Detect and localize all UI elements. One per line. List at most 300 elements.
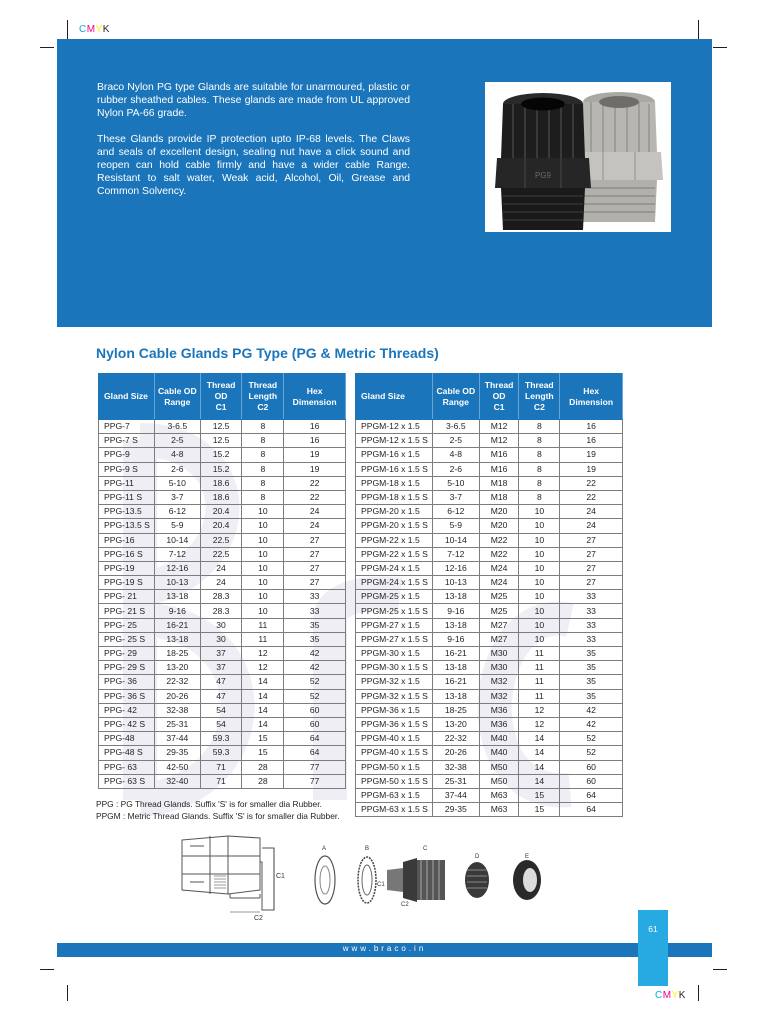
table-cell: PPG-7 (99, 420, 155, 434)
table-cell: 8 (242, 462, 284, 476)
table-cell: 12.5 (200, 420, 242, 434)
table-cell: 18.6 (200, 490, 242, 504)
table-row (99, 689, 346, 703)
table-cell: 27 (560, 576, 623, 590)
table-cell: 22.5 (200, 533, 242, 547)
cmyk-mark-top: CMYK (79, 24, 110, 35)
table-header-row (99, 374, 346, 420)
table-cell: 12.5 (200, 434, 242, 448)
table-cell: 10 (519, 618, 560, 632)
table-cell: 54 (200, 703, 242, 717)
table-cell: 32-38 (432, 760, 479, 774)
table-cell: PPG- 25 (99, 618, 155, 632)
table-cell: M40 (479, 746, 519, 760)
table-cell: 7-12 (432, 547, 479, 561)
table-cell: M27 (479, 632, 519, 646)
table-cell: 12 (242, 661, 284, 675)
table-cell: 9-16 (154, 604, 200, 618)
table-cell: 29-35 (154, 746, 200, 760)
note-pg: PPG : PG Thread Glands. Suffix 'S' is for smaller dia Rubber. (96, 799, 322, 809)
table-cell: 35 (560, 661, 623, 675)
table-cell: 42 (560, 717, 623, 731)
table-cell: 59.3 (200, 746, 242, 760)
table-cell: PPG- 29 (99, 647, 155, 661)
table-cell: 14 (242, 675, 284, 689)
table-cell: 3-7 (154, 490, 200, 504)
footer-url: www.braco.in (342, 944, 427, 953)
table-row (356, 647, 623, 661)
table-cell: 11 (519, 675, 560, 689)
table-cell: 10 (519, 561, 560, 575)
table-cell: 71 (200, 760, 242, 774)
table-cell: 5-9 (432, 519, 479, 533)
table-cell: 9-16 (432, 604, 479, 618)
part-e-dome-nut (513, 860, 541, 900)
table-row (99, 561, 346, 575)
col-cable-od: Cable OD Range (432, 374, 479, 420)
col-gland-size: Gland Size (99, 374, 155, 420)
table-cell: 10 (519, 533, 560, 547)
table-cell: 14 (519, 746, 560, 760)
table-cell: 22-32 (432, 732, 479, 746)
table-row (356, 803, 623, 817)
part-a-locknut (315, 856, 335, 904)
table-cell: 6-12 (432, 505, 479, 519)
table-cell: M63 (479, 788, 519, 802)
table-cell: M24 (479, 561, 519, 575)
table-cell: 11 (519, 689, 560, 703)
table-row (356, 519, 623, 533)
table-cell: 27 (560, 561, 623, 575)
table-cell: 52 (560, 746, 623, 760)
table-cell: 9-16 (432, 632, 479, 646)
table-cell: PPGM-16 x 1.5 S (356, 462, 433, 476)
table-cell: PPGM-18 x 1.5 S (356, 490, 433, 504)
table-cell: M24 (479, 576, 519, 590)
table-cell: 27 (284, 576, 346, 590)
table-cell: 19 (560, 462, 623, 476)
crop-mark (713, 969, 727, 970)
table-row (356, 675, 623, 689)
table-cell: M16 (479, 462, 519, 476)
exploded-parts-diagram (305, 842, 575, 920)
table-cell: PPG- 21 (99, 590, 155, 604)
table-cell: 10-13 (432, 576, 479, 590)
table-cell: 8 (242, 434, 284, 448)
table-cell: PPG- 63 (99, 760, 155, 774)
table-row (356, 448, 623, 462)
table-cell: PPGM-50 x 1.5 (356, 760, 433, 774)
table-cell: M20 (479, 505, 519, 519)
table-cell: 64 (560, 803, 623, 817)
crop-mark (67, 985, 68, 1001)
table-cell: PPGM-32 x 1.5 (356, 675, 433, 689)
table-cell: M25 (479, 590, 519, 604)
table-cell: 13-18 (154, 590, 200, 604)
table-cell: 22 (284, 490, 346, 504)
table-cell: 10-14 (154, 533, 200, 547)
table-cell: 24 (284, 505, 346, 519)
table-row (356, 632, 623, 646)
table-cell: 24 (560, 519, 623, 533)
table-row (356, 462, 623, 476)
table-row (356, 689, 623, 703)
table-cell: 30 (200, 618, 242, 632)
table-row (99, 420, 346, 434)
table-cell: M36 (479, 703, 519, 717)
table-row (356, 490, 623, 504)
table-cell: 27 (284, 547, 346, 561)
table-row (356, 618, 623, 632)
table-row (99, 703, 346, 717)
table-cell: 13-18 (432, 590, 479, 604)
part-label-c: C (423, 846, 428, 852)
note-pgm: PPGM : Metric Thread Glands. Suffix 'S' is for smaller dia Rubber. (96, 811, 340, 821)
table-cell: 22 (560, 476, 623, 490)
table-row (99, 462, 346, 476)
table-cell: 4-8 (432, 448, 479, 462)
table-row (356, 576, 623, 590)
table-cell: 77 (284, 760, 346, 774)
table-cell: M20 (479, 519, 519, 533)
table-row (356, 547, 623, 561)
table-cell: PPG- 42 (99, 703, 155, 717)
table-cell: PPGM-16 x 1.5 (356, 448, 433, 462)
table-cell: 25-31 (154, 717, 200, 731)
table-cell: PPG-9 S (99, 462, 155, 476)
table-cell: PPGM-18 x 1.5 (356, 476, 433, 490)
table-cell: 13-18 (154, 632, 200, 646)
table-cell: 19 (560, 448, 623, 462)
table-cell: PPGM-36 x 1.5 S (356, 717, 433, 731)
table-cell: 16 (560, 434, 623, 448)
footer-bar (57, 943, 712, 957)
table-cell: 22-32 (154, 675, 200, 689)
table-row (99, 604, 346, 618)
table-row (99, 717, 346, 731)
table-notes (96, 798, 340, 822)
table-cell: 52 (560, 732, 623, 746)
table-cell: M25 (479, 604, 519, 618)
table-cell: 12 (519, 717, 560, 731)
table-row (356, 476, 623, 490)
table-cell: 13-18 (432, 618, 479, 632)
table-cell: 20-26 (154, 689, 200, 703)
table-cell: PPGM-25 x 1.5 (356, 590, 433, 604)
table-cell: M22 (479, 547, 519, 561)
crop-mark (40, 969, 54, 970)
table-cell: PPG-48 S (99, 746, 155, 760)
table-cell: 2-6 (432, 462, 479, 476)
table-row (99, 647, 346, 661)
table-cell: 8 (519, 420, 560, 434)
table-row (99, 434, 346, 448)
table-cell: 60 (284, 717, 346, 731)
table-cell: 20-26 (432, 746, 479, 760)
col-thread-od: Thread OD C1 (200, 374, 242, 420)
table-cell: PPG- 29 S (99, 661, 155, 675)
table-cell: 15 (519, 803, 560, 817)
table-row (99, 675, 346, 689)
table-row (356, 661, 623, 675)
table-cell: M18 (479, 476, 519, 490)
table-cell: PPG-16 S (99, 547, 155, 561)
table-cell: 24 (560, 505, 623, 519)
table-cell: 10-13 (154, 576, 200, 590)
table-cell: 47 (200, 675, 242, 689)
table-cell: PPG-16 (99, 533, 155, 547)
table-cell: 77 (284, 774, 346, 788)
table-cell: 13-18 (432, 661, 479, 675)
table-cell: M40 (479, 732, 519, 746)
table-cell: PPGM-24 x 1.5 S (356, 576, 433, 590)
table-cell: 14 (519, 760, 560, 774)
table-cell: PPG- 36 (99, 675, 155, 689)
table-cell: 10 (242, 533, 284, 547)
intro-paragraph: These Glands provide IP protection upto IP-68 levels. The Claws and seals of excellent design, sealing nut have a click sound and reopen can hold cable firmly and have a wider cable Range. Resistant to salt water, Weak acid, Alcohol, Oil, Grease and Common Solvency. (97, 134, 410, 197)
table-cell: M32 (479, 689, 519, 703)
col-gland-size: Gland Size (356, 374, 433, 420)
table-cell: 10 (242, 561, 284, 575)
table-cell: 33 (560, 604, 623, 618)
table-row (356, 788, 623, 802)
table-cell: 29-35 (432, 803, 479, 817)
table-cell: 8 (242, 420, 284, 434)
table-cell: PPGM-24 x 1.5 (356, 561, 433, 575)
table-cell: PPGM-30 x 1.5 (356, 647, 433, 661)
table-cell: 64 (284, 746, 346, 760)
table-cell: 22 (560, 490, 623, 504)
photo-embossed-label: PG9 (534, 171, 552, 180)
table-row (99, 519, 346, 533)
table-cell: 2-6 (154, 462, 200, 476)
table-cell: PPG- 21 S (99, 604, 155, 618)
table-cell: 71 (200, 774, 242, 788)
table-cell: 60 (284, 703, 346, 717)
col-cable-od: Cable OD Range (154, 374, 200, 420)
table-cell: 52 (284, 675, 346, 689)
table-cell: 30 (200, 632, 242, 646)
table-cell: PPGM-40 x 1.5 S (356, 746, 433, 760)
table-row (99, 590, 346, 604)
table-cell: 32-38 (154, 703, 200, 717)
table-cell: PPG- 25 S (99, 632, 155, 646)
table-cell: M22 (479, 533, 519, 547)
table-cell: 37 (200, 647, 242, 661)
table-cell: 10 (242, 547, 284, 561)
table-cell: 11 (242, 618, 284, 632)
table-row (356, 746, 623, 760)
table-cell: 3-6.5 (154, 420, 200, 434)
table-cell: 35 (560, 689, 623, 703)
table-cell: 15 (519, 788, 560, 802)
table-cell: PPG-19 S (99, 576, 155, 590)
table-cell: 25-31 (432, 774, 479, 788)
col-hex-dimension: Hex Dimension (284, 374, 346, 420)
table-cell: 12 (519, 703, 560, 717)
table-cell: 10 (242, 604, 284, 618)
page-title: Nylon Cable Glands PG Type (PG & Metric Threads) (96, 345, 439, 361)
col-thread-length: Thread Length C2 (242, 374, 284, 420)
pg-thread-table (98, 373, 346, 789)
table-cell: 14 (242, 717, 284, 731)
table-cell: PPGM-27 x 1.5 S (356, 632, 433, 646)
table-cell: 6-12 (154, 505, 200, 519)
table-row (356, 703, 623, 717)
table-cell: 11 (519, 647, 560, 661)
table-cell: 14 (519, 774, 560, 788)
dim-c1-label: C1 (276, 873, 285, 880)
table-cell: PPGM-50 x 1.5 S (356, 774, 433, 788)
table-cell: PPGM-32 x 1.5 S (356, 689, 433, 703)
intro-text (97, 81, 410, 198)
table-cell: 8 (242, 448, 284, 462)
table-cell: PPGM-12 x 1.5 (356, 420, 433, 434)
table-cell: 33 (560, 618, 623, 632)
cmyk-mark-bottom: CMYK (655, 990, 686, 1001)
table-cell: 37 (200, 661, 242, 675)
table-cell: 8 (519, 448, 560, 462)
table-cell: M27 (479, 618, 519, 632)
part-c1-label: C1 (377, 882, 385, 888)
table-cell: 28.3 (200, 604, 242, 618)
table-cell: 28 (242, 774, 284, 788)
table-cell: 5-10 (432, 476, 479, 490)
table-cell: 16 (284, 434, 346, 448)
table-cell: PPG-13.5 (99, 505, 155, 519)
table-cell: PPG- 36 S (99, 689, 155, 703)
table-cell: PPGM-40 x 1.5 (356, 732, 433, 746)
table-cell: 47 (200, 689, 242, 703)
product-photo (485, 82, 671, 232)
part-label-d: D (475, 854, 480, 860)
table-cell: 24 (200, 576, 242, 590)
crop-mark (698, 20, 699, 40)
table-row (99, 476, 346, 490)
table-row (356, 732, 623, 746)
table-cell: M63 (479, 803, 519, 817)
table-cell: 37-44 (432, 788, 479, 802)
table-cell: 16-21 (432, 647, 479, 661)
table-row (99, 490, 346, 504)
table-cell: PPGM-22 x 1.5 S (356, 547, 433, 561)
table-cell: 3-6.5 (432, 420, 479, 434)
table-cell: 52 (284, 689, 346, 703)
table-cell: PPGM-30 x 1.5 S (356, 661, 433, 675)
table-cell: 33 (284, 590, 346, 604)
table-cell: 5-9 (154, 519, 200, 533)
table-cell: 27 (560, 547, 623, 561)
table-cell: PPG-19 (99, 561, 155, 575)
page-number-tab (638, 910, 668, 986)
table-cell: PPGM-27 x 1.5 (356, 618, 433, 632)
metric-thread-table (355, 373, 623, 817)
table-cell: 60 (560, 774, 623, 788)
table-cell: 10 (242, 505, 284, 519)
table-cell: 10 (242, 576, 284, 590)
table-cell: 12-16 (154, 561, 200, 575)
crop-mark (698, 985, 699, 1001)
table-cell: 35 (560, 647, 623, 661)
table-cell: M18 (479, 490, 519, 504)
table-cell: PPG- 42 S (99, 717, 155, 731)
table-row (99, 760, 346, 774)
table-cell: PPGM-36 x 1.5 (356, 703, 433, 717)
table-cell: 8 (519, 434, 560, 448)
table-cell: 10 (519, 632, 560, 646)
table-cell: PPG-48 (99, 732, 155, 746)
table-cell: 8 (519, 476, 560, 490)
table-cell: 13-20 (432, 717, 479, 731)
table-cell: 28.3 (200, 590, 242, 604)
table-cell: 42 (284, 661, 346, 675)
table-cell: 14 (242, 703, 284, 717)
table-cell: 13-20 (154, 661, 200, 675)
table-row (99, 732, 346, 746)
table-cell: M30 (479, 661, 519, 675)
intro-paragraph: Braco Nylon PG type Glands are suitable for unarmoured, plastic or rubber sheathed cables. These glands are made from UL approved Nylon PA-66 grade. (97, 82, 410, 119)
table-cell: 3-7 (432, 490, 479, 504)
table-cell: 4-8 (154, 448, 200, 462)
table-cell: 33 (560, 590, 623, 604)
table-cell: PPGM-25 x 1.5 S (356, 604, 433, 618)
table-cell: M50 (479, 760, 519, 774)
crop-mark (40, 47, 54, 48)
col-thread-od: Thread OD C1 (479, 374, 519, 420)
table-cell: 10 (519, 604, 560, 618)
table-row (99, 547, 346, 561)
table-cell: PPG-7 S (99, 434, 155, 448)
table-row (99, 448, 346, 462)
table-cell: 18.6 (200, 476, 242, 490)
part-d-seal (465, 862, 489, 898)
table-cell: 35 (560, 675, 623, 689)
table-cell: M32 (479, 675, 519, 689)
table-cell: 16 (560, 420, 623, 434)
table-cell: 8 (242, 490, 284, 504)
table-cell: 15 (242, 746, 284, 760)
table-row (99, 505, 346, 519)
table-cell: 22 (284, 476, 346, 490)
table-cell: M12 (479, 434, 519, 448)
table-cell: M12 (479, 420, 519, 434)
table-row (356, 604, 623, 618)
crop-mark (713, 47, 727, 48)
table-cell: PPG-13.5 S (99, 519, 155, 533)
table-row (356, 590, 623, 604)
table-cell: M50 (479, 774, 519, 788)
table-cell: 28 (242, 760, 284, 774)
intro-panel (57, 39, 712, 327)
table-cell: 59.3 (200, 732, 242, 746)
part-c2-label: C2 (401, 902, 409, 908)
table-row (356, 420, 623, 434)
table-row (356, 760, 623, 774)
table-row (356, 774, 623, 788)
table-cell: 24 (284, 519, 346, 533)
table-cell: 19 (284, 462, 346, 476)
table-cell: PPGM-12 x 1.5 S (356, 434, 433, 448)
table-cell: PPG-11 S (99, 490, 155, 504)
table-cell: 10-14 (432, 533, 479, 547)
table-cell: 5-10 (154, 476, 200, 490)
table-row (99, 533, 346, 547)
part-label-b: B (365, 846, 370, 852)
table-cell: 35 (284, 632, 346, 646)
table-row (356, 533, 623, 547)
table-cell: 33 (284, 604, 346, 618)
grey-gland (575, 92, 663, 222)
